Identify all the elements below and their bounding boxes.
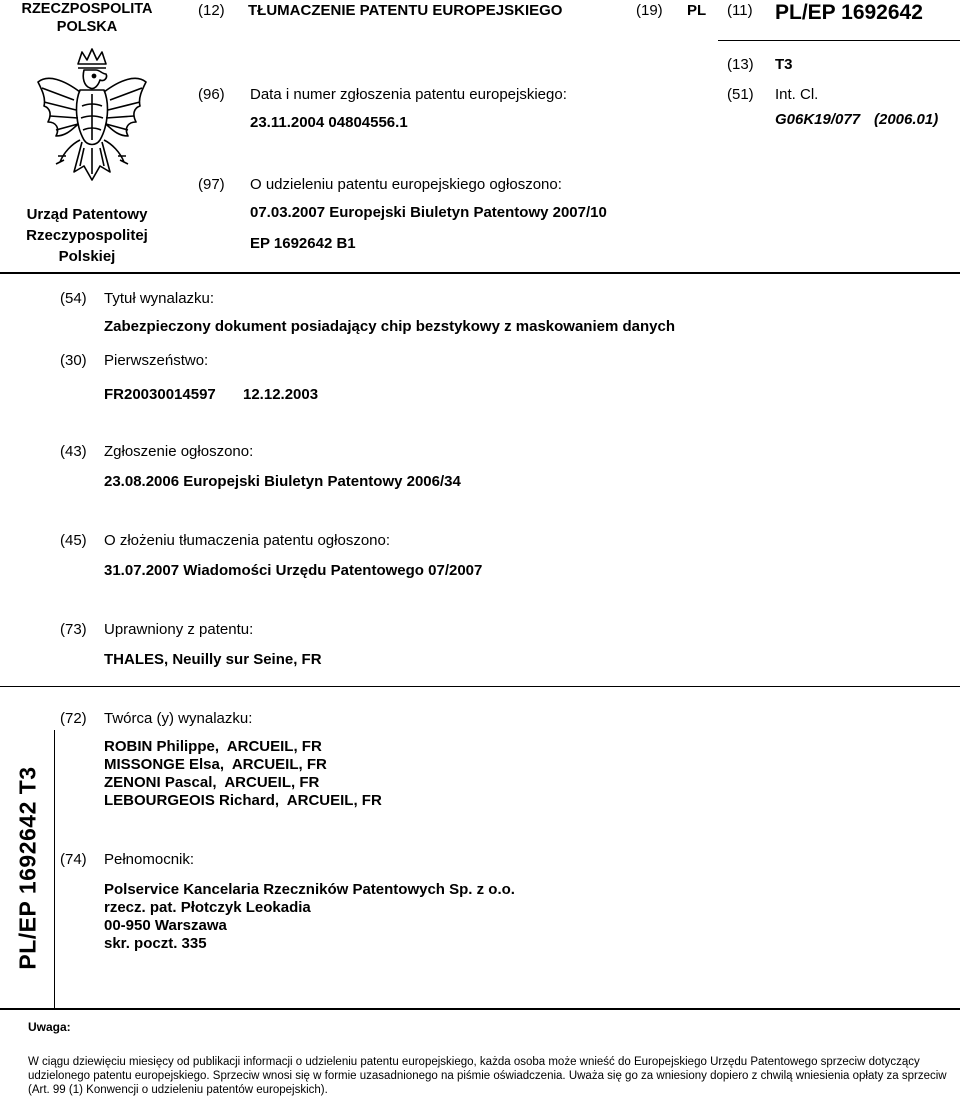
inid-code-54: (54) (60, 290, 87, 307)
application-published-label: Zgłoszenie ogłoszono: (104, 443, 254, 460)
inid-code-13: (13) (727, 56, 754, 73)
grant-label: O udzieleniu patentu europejskiego ogłoszono: (250, 176, 562, 193)
filing-label: Data i numer zgłoszenia patentu europejskiego: (250, 86, 567, 103)
translation-published-label: O złożeniu tłumaczenia patentu ogłoszono: (104, 532, 391, 549)
side-label-separator (54, 730, 55, 1008)
ep-number: EP 1692642 B1 (250, 235, 356, 252)
inid-code-11: (11) (727, 2, 753, 19)
int-cl-label: Int. Cl. (775, 86, 819, 103)
footer-rule (0, 1008, 960, 1010)
inid-code-30: (30) (60, 352, 87, 369)
application-published-value: 23.08.2006 Europejski Biuletyn Patentowy 2006/34 (104, 473, 461, 490)
grant-value: 07.03.2007 Europejski Biuletyn Patentowy 2007/10 (250, 204, 607, 221)
priority-number: FR20030014597 (104, 386, 216, 403)
attorney-details: Polservice Kancelaria Rzeczników Patentowych Sp. z o.o. rzecz. pat. Płotczyk Leokadia 00-950 Warszawa skr. poczt. 335 (104, 881, 515, 952)
inid-code-19: (19) (636, 2, 663, 19)
inid-code-73: (73) (60, 621, 87, 638)
header-bottom-rule (0, 272, 960, 274)
title-label: Tytuł wynalazku: (104, 290, 215, 307)
translation-published-value: 31.07.2007 Wiadomości Urzędu Patentowego 07/2007 (104, 562, 483, 579)
proprietor-label: Uprawniony z patentu: (104, 621, 254, 638)
patent-number: PL/EP 1692642 (775, 1, 923, 24)
inid-code-12: (12) (198, 2, 225, 19)
int-cl-year: (2006.01) (874, 111, 939, 128)
inid-code-97: (97) (198, 176, 225, 193)
inid-code-51: (51) (727, 86, 754, 103)
filing-value: 23.11.2004 04804556.1 (250, 114, 408, 131)
patent-office-name: Urząd Patentowy Rzeczypospolitej Polskiej (26, 206, 148, 265)
kind-code: T3 (775, 56, 793, 73)
proprietor-value: THALES, Neuilly sur Seine, FR (104, 651, 322, 668)
side-patent-label: PL/EP 1692642 T3 (14, 766, 41, 970)
attorney-label: Pełnomocnik: (104, 851, 195, 868)
invention-title: Zabezpieczony dokument posiadający chip bezstykowy z maskowaniem danych (104, 318, 676, 335)
priority-date: 12.12.2003 (243, 386, 319, 403)
inventors-list: ROBIN Philippe, ARCUEIL, FR MISSONGE Elsa, ARCUEIL, FR ZENONI Pascal, ARCUEIL, FR LEBOURGEOIS Richard, ARCUEIL, FR (104, 738, 382, 809)
note-label: Uwaga: (28, 1020, 71, 1034)
polish-eagle-emblem-icon (34, 44, 150, 192)
header-divider (718, 40, 960, 41)
document-type: TŁUMACZENIE PATENTU EUROPEJSKIEGO (248, 2, 563, 19)
inid-code-43: (43) (60, 443, 87, 460)
priority-label: Pierwszeństwo: (104, 352, 209, 369)
inid-code-74: (74) (60, 851, 87, 868)
int-cl-class: G06K19/077 (775, 111, 861, 128)
inid-code-96: (96) (198, 86, 225, 103)
inid-code-72: (72) (60, 710, 87, 727)
country-name: RZECZPOSPOLITA POLSKA (21, 1, 153, 35)
inventors-section-rule (0, 686, 960, 687)
note-text: W ciągu dziewięciu miesięcy od publikacji informacji o udzieleniu patentu europejskiego, każda osoba może wnieść do Europejskiego Urzędu Patentowego sprzeciw dotyczący udzielonego patentu europejskiego. Sprzeciw wnosi się w formie uzasadnionego na piśmie oświadczenia. Uważa się go za wniesiony dopiero z chwilą wniesienia opłaty za sprzeciw (Art. 99 (1) Konwencji o udzieleniu patentów europejskich). (28, 1056, 947, 1096)
country-code: PL (687, 2, 707, 19)
inid-code-45: (45) (60, 532, 87, 549)
inventors-label: Twórca (y) wynalazku: (104, 710, 253, 727)
